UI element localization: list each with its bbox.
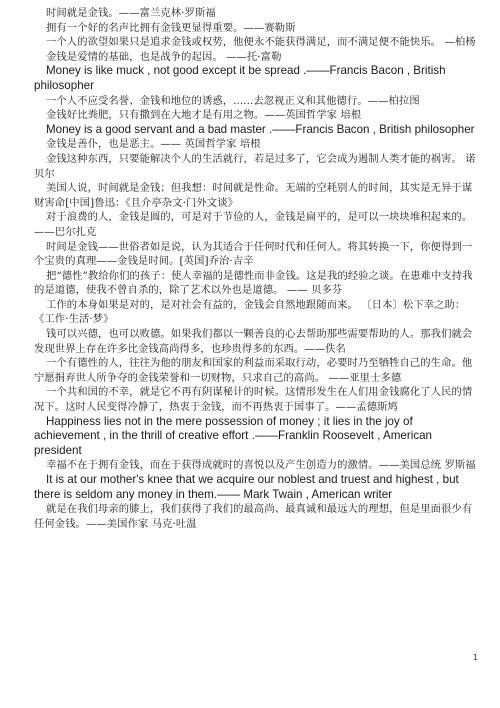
quote-line: 就是在我们母亲的膝上，我们获得了我们的最高尚、最真诚和最远大的理想，但是里面很少有任何金钱。——美国作家 马克·吐温: [34, 503, 473, 530]
quote-line: 工作的本身如果是对的，是对社会有益的，金钱会自然地跟随而来。 〔日本〕松下幸之助：《工作·生活·梦》: [34, 298, 466, 326]
quote-line: 金钱是善仆，也是恶主。—— 英国哲学家 培根: [46, 138, 261, 151]
quote-line: 一个人的欲望如果只是追求金钱或权势，他便永不能获得满足，而不满足便不能快乐。 —柏杨: [46, 36, 476, 49]
quote-line-english: Money is like muck , not good except it be spread .——Francis Bacon , British philosopher: [34, 64, 446, 92]
quote-line: 一个有德性的人，往往为他的朋友和国家的利益而采取行动，必要时乃至牺牲自己的生命。他宁愿捐弃世人所争夺的金钱荣誉和一切财物，只求自己的高尚。 ——亚里士多德: [34, 357, 473, 384]
quote-line-english: It is at our mother's knee that we acquire our noblest and truest and highest , but there is seldom any money in them.—— Mark Twain , American writer: [34, 473, 459, 501]
quote-line: 钱可以兴德，也可以败德。如果我们都以一颗善良的心去帮助那些需要帮助的人。那我们就会发现世界上存在许多比金钱高尚得多，也珍贵得多的东西。——佚名: [34, 328, 473, 355]
page-number: 1: [472, 653, 478, 662]
quote-line: 幸福不在于拥有金钱，而在于获得成就时的喜悦以及产生创造力的激情。——美国总统 罗斯福: [46, 459, 476, 472]
quote-line: 美国人说，时间就是金钱；但我想：时间就是性命。无端的空耗别人的时间，其实是无异于谋财害命[中国]鲁迅：《且介亭杂文·门外文谈》: [34, 182, 473, 209]
quote-line: 一个人不应受名誉、金钱和地位的诱惑，......去忽视正义和其他德行。——柏拉图: [46, 94, 420, 107]
quote-line: 拥有一个好的名声比拥有金钱更显得重要。——赛勒斯: [46, 21, 296, 34]
quote-line-english: Happiness lies not in the mere possession of money ; it lies in the joy of achievement , in the thrill of creative effort .——Franklin Roosevelt , American president: [34, 414, 433, 457]
quote-line: 时间是金钱——世俗者如是说，认为其适合于任何时代和任何人。将其转换一下，你便得到一个宝贵的真理——金钱是时间。[英国]乔治·吉辛: [34, 240, 473, 268]
quote-line: 金钱是爱情的基础，也是战争的起因。 ——托·富勒: [46, 50, 282, 63]
quote-line-english: Money is a good servant and a bad master .——Francis Bacon , British philosopher: [46, 122, 475, 136]
quote-line: 对于浪费的人，金钱是圆的，可是对于节俭的人，金钱是扁平的，是可以一块块堆积起来的。——巴尔扎克: [34, 211, 473, 238]
quote-line: 金钱这种东西，只要能解决个人的生活就行，若是过多了，它会成为遏制人类才能的祸害。 诺贝尔: [34, 152, 476, 180]
quote-line: 时间就是金钱。——富兰克林·罗斯福: [46, 7, 216, 19]
quote-line: 把“德性”教给你们的孩子：使人幸福的是德性而非金钱。这是我的经验之谈。在患难中支持我的是道德，使我不曾自杀的，除了艺术以外也是道德。 —— 贝多芬: [34, 269, 473, 297]
quote-line: 金钱好比粪肥，只有撒到在大地才是有用之物。——英国哲学家 培根: [46, 109, 362, 122]
quote-line: 一个共和国的不幸，就是它不再有阴谋秘计的时候。这情形发生在人们用金钱腐化了人民的情况下。这时人民变得冷静了，热衷于金钱，而不再热衷于国事了。——孟德斯鸠: [34, 386, 473, 414]
